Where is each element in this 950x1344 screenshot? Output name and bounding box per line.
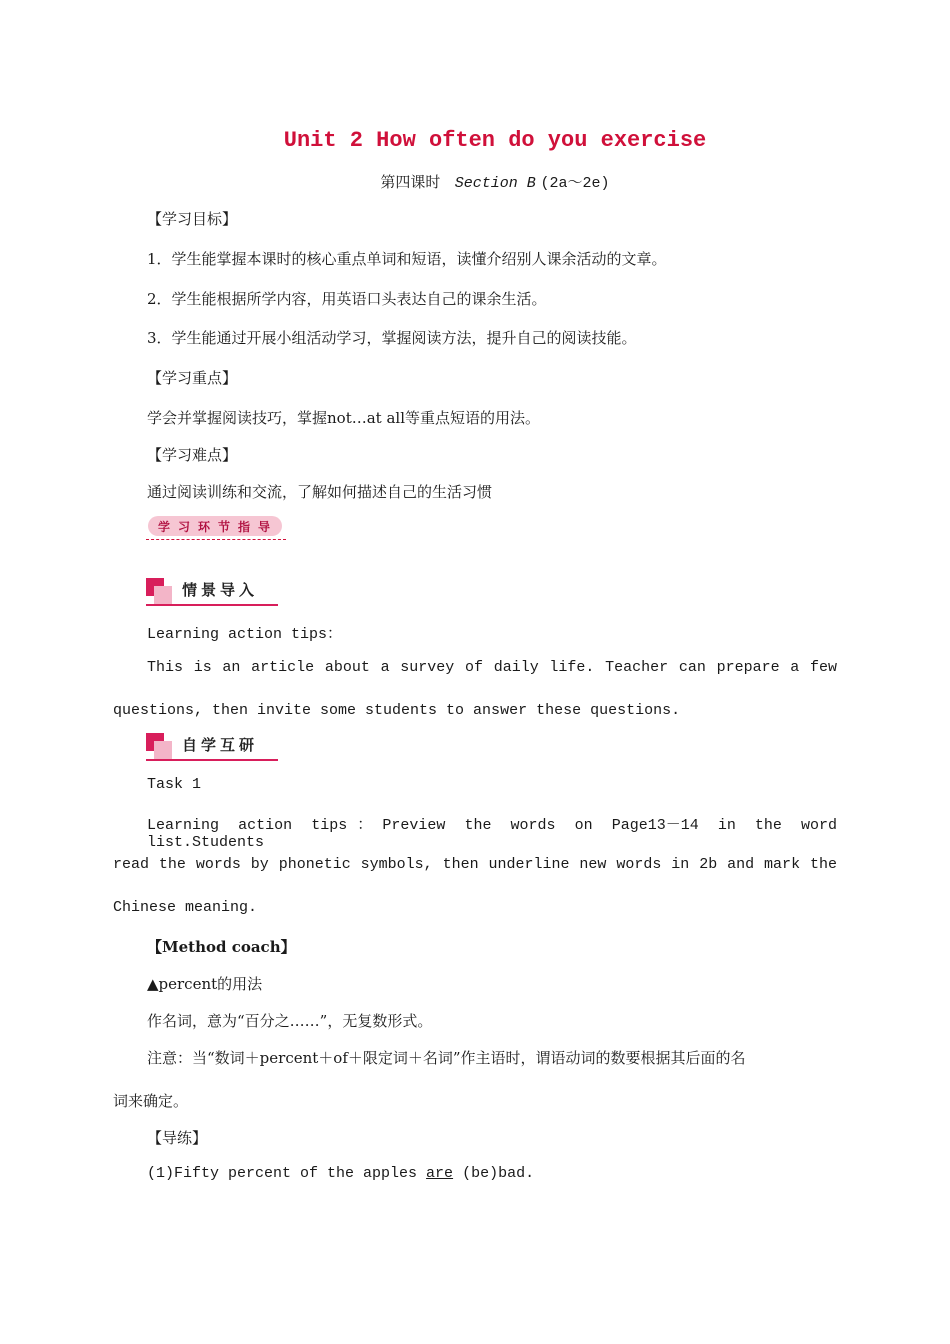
intro-paragraph-line2: questions, then invite some students to answer these questions.: [113, 702, 681, 719]
section-header-selfstudy: [146, 733, 278, 761]
guide-badge-label: 学习环节指导: [158, 520, 279, 534]
task-tips-line3: Chinese meaning.: [113, 899, 258, 916]
key-points-heading: 【学习重点】: [147, 369, 238, 387]
section-range: (2a～2e): [540, 175, 610, 192]
lesson-subtitle: [0, 171, 950, 192]
section-name: Section B: [454, 175, 536, 192]
section-header-intro: [146, 578, 278, 606]
exercise-1-answer: are: [426, 1165, 454, 1182]
objectives-heading: 【学习目标】: [147, 210, 238, 228]
objective-item-2: 2．学生能根据所学内容，用英语口头表达自己的课余生活。: [147, 290, 547, 308]
exercise-1-suffix: (be)bad.: [453, 1165, 535, 1182]
difficulties-heading: 【学习难点】: [147, 446, 238, 464]
objective-item-1: 1．学生能掌握本课时的核心重点单词和短语，读懂介绍别人课余活动的文章。: [147, 250, 667, 268]
section-label: 自学互研: [182, 736, 259, 754]
guide-badge: [146, 514, 286, 540]
key-points-text: 学会并掌握阅读技巧，掌握not…at all等重点短语的用法。: [147, 409, 540, 427]
objective-item-3: 3．学生能通过开展小组活动学习，掌握阅读方法，提升自己的阅读技能。: [147, 329, 637, 347]
intro-tips-label: Learning action tips：: [147, 626, 343, 643]
exercise-1-prefix: (1)Fifty percent of the apples: [147, 1165, 427, 1182]
usage-title: ▲percent的用法: [147, 975, 263, 993]
practice-heading: 【导练】: [147, 1129, 208, 1147]
exercise-1: [147, 1165, 534, 1182]
usage-note-line1: 注意：当“数词＋percent＋of＋限定词＋名词”作主语时，谓语动词的数要根据其后面的名: [147, 1049, 746, 1067]
task-tips-line2: read the words by phonetic symbols, then underline new words in 2b and mark the: [113, 856, 837, 873]
method-coach-heading: 【Method coach】: [147, 938, 296, 956]
section-label: 情景导入: [182, 581, 259, 599]
usage-definition: 作名词，意为“百分之……”，无复数形式。: [147, 1012, 433, 1030]
difficulties-text: 通过阅读训练和交流，了解如何描述自己的生活习惯: [147, 483, 493, 501]
usage-note-line2: 词来确定。: [113, 1092, 189, 1110]
task-heading: Task 1: [147, 776, 202, 793]
intro-paragraph-line1: This is an article about a survey of daily life. Teacher can prepare a few: [147, 659, 837, 676]
page-title: Unit 2 How often do you exercise: [283, 128, 707, 153]
lesson-number: 第四课时: [380, 173, 441, 191]
task-tips-line1: Learning action tips：Preview the words on Page13－14 in the word list.Students: [147, 817, 837, 851]
